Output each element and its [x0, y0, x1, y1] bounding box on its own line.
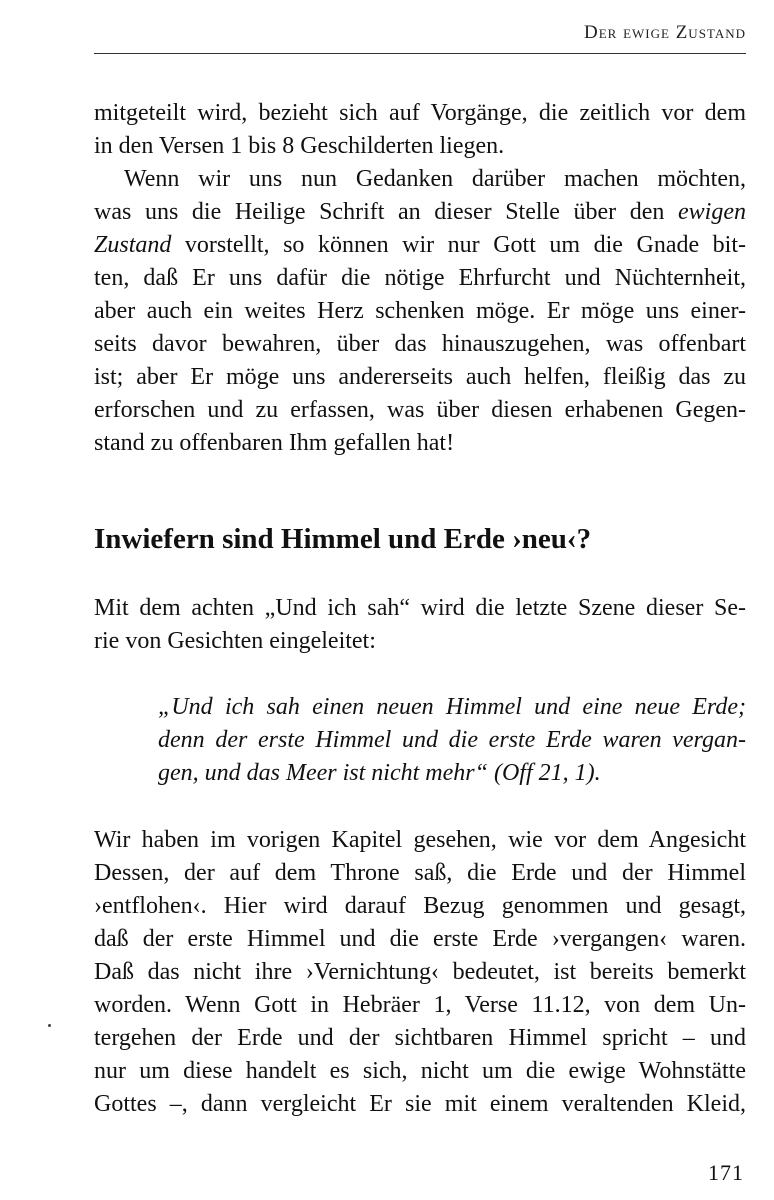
text-run: was uns die Heilige Schrift an dieser Stelle über den — [94, 199, 679, 225]
text-line — [94, 196, 746, 229]
scan-speck — [48, 1024, 51, 1027]
paragraph-intro — [94, 592, 746, 658]
text-line: daß der erste Himmel und die erste Erde ›vergangen‹ waren. — [94, 926, 746, 952]
text-line: ist; aber Er möge uns andererseits auch helfen, fleißig das zu — [94, 364, 746, 390]
text-line: erforschen und zu erfassen, was über diesen erhabenen Gegen- — [94, 397, 746, 423]
text-line: Mit dem achten „Und ich sah“ wird die letzte Szene dieser Se- — [94, 595, 746, 621]
quote-line: „Und ich sah einen neuen Himmel und eine neue Erde; — [158, 694, 746, 720]
text-line: mitgeteilt wird, bezieht sich auf Vorgänge, die zeitlich vor dem — [94, 100, 746, 126]
text-line: seits davor bewahren, über das hinauszugehen, was offenbart — [94, 331, 746, 357]
text-line: nur um diese handelt es sich, nicht um die ewige Wohnstätte — [94, 1058, 746, 1084]
text-line: worden. Wenn Gott in Hebräer 1, Verse 11.12, von dem Un- — [94, 992, 746, 1018]
section-heading: Inwiefern sind Himmel und Erde ›neu‹? — [94, 523, 592, 555]
text-line: stand zu offenbaren Ihm gefallen hat! — [94, 430, 455, 456]
text-line: rie von Gesichten eingeleitet: — [94, 628, 376, 654]
paragraph-prayer — [94, 163, 746, 460]
text-line: Gottes –, dann vergleicht Er sie mit einem veraltenden Kleid, — [94, 1091, 746, 1117]
text-line: Wir haben im vorigen Kapitel gesehen, wie vor dem Angesicht — [94, 827, 746, 853]
text-line: Daß das nicht ihre ›Vernichtung‹ bedeutet, ist bereits bemerkt — [94, 959, 746, 985]
scripture-quote — [158, 691, 746, 790]
text-line: aber auch ein weites Herz schenken möge. Er möge uns einer- — [94, 298, 746, 324]
text-line: tergehen der Erde und der sichtbaren Himmel spricht – und — [94, 1025, 746, 1051]
paragraph-continuation — [94, 97, 746, 163]
quote-line: denn der erste Himmel und die erste Erde waren vergan- — [158, 727, 746, 753]
paragraph-commentary — [94, 824, 746, 1121]
header-rule — [94, 53, 746, 54]
running-title: Der ewige Zustand — [584, 22, 746, 43]
text-line: ten, daß Er uns dafür die nötige Ehrfurcht und Nüchternheit, — [94, 265, 746, 291]
text-line — [94, 229, 746, 262]
text-line: Dessen, der auf dem Throne saß, die Erde und der Himmel — [94, 860, 746, 886]
emphasis-text: ewigen — [678, 199, 746, 225]
text-line: Wenn wir uns nun Gedanken darüber machen möchten, — [124, 166, 746, 192]
text-run: vorstellt, so können wir nur Gott um die Gnade bit- — [171, 232, 746, 258]
text-line: ›entflohen‹. Hier wird darauf Bezug genommen und gesagt, — [94, 893, 746, 919]
text-line: in den Versen 1 bis 8 Geschilderten liegen. — [94, 133, 505, 159]
emphasis-text: Zustand — [94, 232, 172, 258]
quote-line: gen, und das Meer ist nicht mehr“ (Off 21, 1). — [158, 760, 601, 786]
page-number: 171 — [708, 1160, 744, 1185]
